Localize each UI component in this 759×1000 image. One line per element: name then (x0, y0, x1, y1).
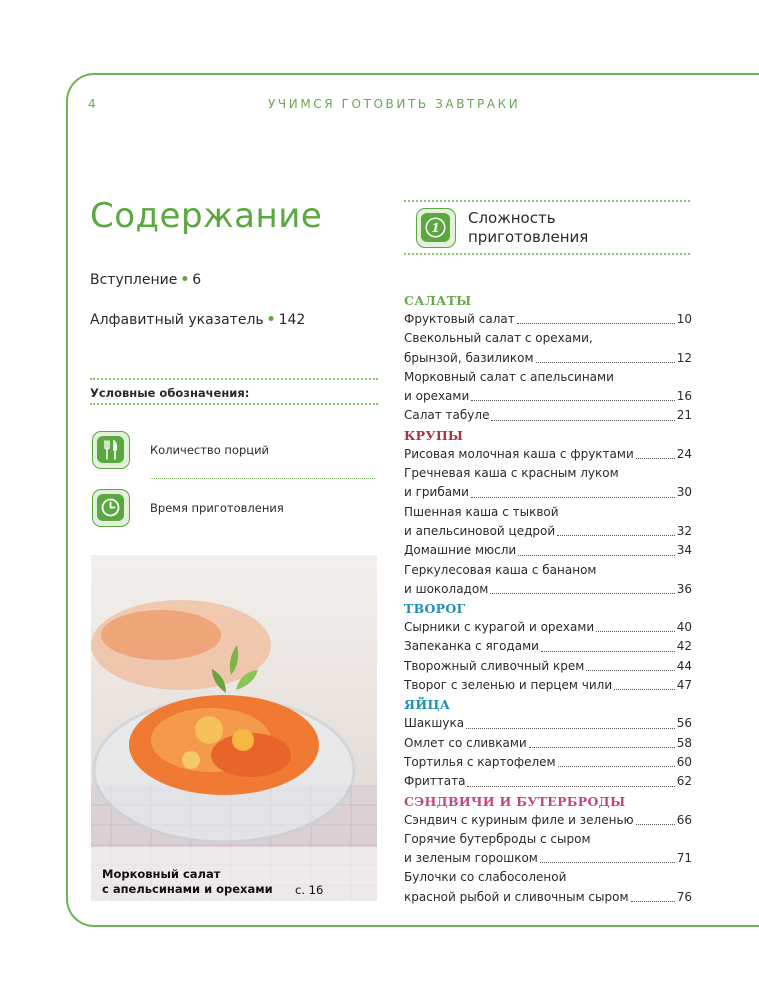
toc-entry-page: 76 (676, 889, 692, 904)
front-matter-page: 6 (192, 272, 202, 288)
toc-entry[interactable] (404, 349, 692, 368)
toc-entry-title: Рисовая молочная каша с фруктами (404, 446, 634, 461)
page-number: 4 (88, 97, 96, 111)
toc-entry-title: и грибами (404, 485, 469, 500)
toc-entry-page: 44 (676, 658, 692, 673)
toc-entry-title: Свекольный салат с орехами, (404, 331, 593, 346)
toc-entry-title: Сэндвич с куриным филе и зеленью (404, 812, 634, 827)
toc-entry[interactable] (404, 580, 692, 599)
front-matter-item[interactable] (90, 272, 201, 288)
toc-entry-title: брынзой, базиликом (404, 350, 534, 365)
toc-entry[interactable] (404, 406, 692, 425)
toc-entry[interactable] (404, 445, 692, 464)
difficulty-rule-top (404, 200, 690, 202)
photo-caption-line1: Морковный салат (102, 867, 221, 881)
toc-leader-dots (631, 888, 675, 902)
toc-entry-page: 71 (676, 851, 692, 866)
toc-entry[interactable] (404, 464, 692, 483)
clock-icon (92, 489, 130, 527)
toc-entry[interactable] (404, 734, 692, 753)
toc-entry-page: 42 (676, 639, 692, 654)
toc-entry-page: 12 (676, 350, 692, 365)
toc-entry-page: 10 (676, 312, 692, 326)
toc-entry[interactable] (404, 772, 692, 791)
bullet-dot: • (266, 312, 276, 328)
toc-entry-title: Омлет со сливками (404, 735, 527, 750)
page-title: Содержание (90, 196, 323, 236)
toc-entry-title: Творог с зеленью и перцем чили (404, 678, 613, 693)
toc-entry-title: Гречневая каша с красным луком (404, 466, 619, 481)
toc-entry[interactable] (404, 387, 692, 406)
toc-entry[interactable] (404, 618, 692, 637)
toc-leader-dots (491, 406, 674, 420)
toc-section-heading: САЛАТЫ (404, 293, 472, 308)
toc-entry-title: и зеленым горошком (404, 851, 538, 866)
toc-leader-dots (536, 349, 675, 363)
toc-entry-page: 16 (676, 389, 692, 404)
toc-entry-title: Булочки со слабосоленой (404, 870, 567, 885)
toc-entry[interactable] (404, 676, 692, 695)
toc-leader-dots (558, 753, 675, 767)
legend-label-servings: Количество порций (150, 443, 270, 457)
toc-leader-dots (614, 676, 675, 690)
toc-entry[interactable] (404, 657, 692, 676)
toc-entry[interactable] (404, 329, 692, 348)
legend-separator (150, 478, 375, 479)
toc-leader-dots (529, 734, 675, 748)
toc-section-heading: СЭНДВИЧИ И БУТЕРБРОДЫ (404, 793, 626, 809)
front-matter-item[interactable] (90, 312, 305, 328)
toc-entry-page: 40 (676, 620, 692, 635)
photo-page-ref: с. 16 (295, 883, 324, 897)
toc-section-heading: ЯЙЦА (404, 697, 451, 713)
toc-entry[interactable] (404, 503, 692, 522)
legend-rule-bottom (90, 403, 378, 405)
toc-entry[interactable] (404, 830, 692, 849)
toc-entry-title: Тортилья с картофелем (404, 754, 556, 769)
toc-entry-page: 36 (676, 581, 692, 596)
toc-leader-dots (518, 541, 675, 555)
table-of-contents (404, 291, 692, 907)
toc-entry[interactable] (404, 637, 692, 656)
toc-leader-dots (557, 522, 675, 536)
toc-entry[interactable] (404, 868, 692, 887)
toc-entry[interactable] (404, 368, 692, 387)
toc-entry[interactable] (404, 561, 692, 580)
toc-leader-dots (636, 445, 675, 459)
toc-entry-title: Фриттата (404, 774, 466, 789)
toc-entry-title: Домашние мюсли (404, 543, 517, 558)
running-title: УЧИМСЯ ГОТОВИТЬ ЗАВТРАКИ (268, 97, 521, 111)
toc-entry[interactable] (404, 541, 692, 560)
toc-entry-page: 66 (676, 812, 692, 827)
toc-leader-dots (586, 657, 674, 671)
toc-entry-title: и орехами (404, 389, 470, 404)
toc-entry-page: 21 (676, 408, 692, 423)
toc-leader-dots (596, 618, 674, 632)
legend-label-time: Время приготовления (150, 501, 284, 515)
toc-entry-page: 60 (676, 754, 692, 769)
toc-entry[interactable] (404, 811, 692, 830)
toc-leader-dots (490, 580, 674, 594)
toc-entry-title: Горячие бутерброды с сыром (404, 831, 591, 846)
toc-entry[interactable] (404, 483, 692, 502)
front-matter-page: 142 (278, 312, 306, 328)
difficulty-rule-bottom (404, 253, 690, 255)
toc-entry-title: и шоколадом (404, 581, 489, 596)
difficulty-icon (416, 208, 456, 248)
photo-caption (102, 867, 273, 897)
toc-entry[interactable] (404, 849, 692, 868)
toc-entry-page: 47 (676, 678, 692, 693)
toc-entry-page: 56 (676, 716, 692, 731)
toc-entry-title: Фруктовый салат (404, 312, 515, 326)
toc-entry-page: 62 (676, 774, 692, 789)
toc-entry-title: красной рыбой и сливочным сыром (404, 889, 629, 904)
bullet-dot: • (180, 272, 190, 288)
toc-leader-dots (636, 811, 675, 825)
toc-section-heading: ТВОРОГ (404, 601, 466, 617)
toc-entry-page: 30 (676, 485, 692, 500)
toc-entry[interactable] (404, 522, 692, 541)
front-matter-label: Вступление (90, 272, 178, 288)
toc-section-heading: КРУПЫ (404, 427, 464, 443)
photo-caption-line2: с апельсинами и орехами (102, 882, 273, 896)
toc-entry-title: Пшенная каша с тыквой (404, 504, 559, 519)
toc-entry-title: Сырники с курагой и орехами (404, 620, 595, 635)
fork-knife-icon (92, 431, 130, 469)
difficulty-label: Сложность приготовления (468, 209, 589, 246)
toc-leader-dots (541, 637, 675, 651)
toc-entry[interactable] (404, 310, 692, 329)
toc-entry-page: 34 (676, 543, 692, 558)
toc-entry-page: 58 (676, 735, 692, 750)
toc-entry-title: Шакшука (404, 716, 465, 731)
salad-photo (91, 555, 377, 901)
legend-rule-top (90, 378, 378, 380)
front-matter-label: Алфавитный указатель (90, 312, 264, 328)
toc-entry-title: Творожный сливочный крем (404, 658, 585, 673)
difficulty-icon-digit: 1 (431, 221, 440, 235)
toc-entry-title: и апельсиновой цедрой (404, 523, 556, 538)
toc-entry-title: Морковный салат с апельсинами (404, 369, 614, 384)
toc-entry[interactable] (404, 714, 692, 733)
toc-leader-dots (517, 310, 675, 324)
toc-entry-page: 24 (676, 446, 692, 461)
toc-leader-dots (471, 483, 675, 497)
toc-entry-title: Геркулесовая каша с бананом (404, 562, 597, 577)
toc-entry[interactable] (404, 888, 692, 907)
toc-entry[interactable] (404, 753, 692, 772)
toc-leader-dots (471, 387, 674, 401)
toc-leader-dots (540, 849, 675, 863)
toc-entry-title: Салат табуле (404, 408, 490, 423)
toc-leader-dots (466, 714, 675, 728)
toc-leader-dots (467, 772, 674, 786)
toc-entry-page: 32 (676, 523, 692, 538)
toc-entry-title: Запеканка с ягодами (404, 639, 539, 654)
legend-title: Условные обозначения: (90, 386, 250, 400)
